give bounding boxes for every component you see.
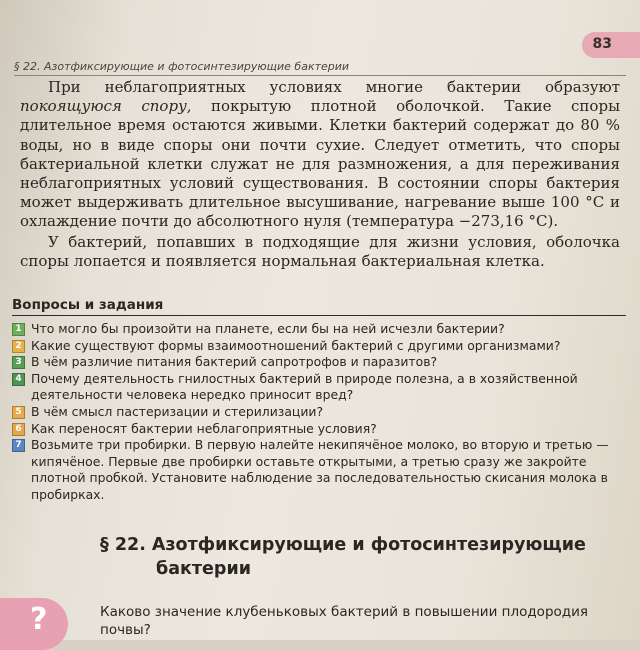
question-item bbox=[12, 321, 632, 338]
question-text: В чём смысл пастеризации и стерилизации? bbox=[31, 403, 324, 419]
question-item bbox=[12, 404, 632, 421]
section-prompt-question: Каково значение клубеньковых бактерий в повышении плодородия почвы? bbox=[100, 604, 588, 638]
question-text: Какие существуют формы взаимоотношений бактерий с другими организмами? bbox=[31, 337, 561, 353]
questions-heading: Вопросы и задания bbox=[12, 297, 626, 316]
section-number: § 22. bbox=[100, 535, 146, 555]
paragraph-1-rest: , покрытую плотной оболочкой. Такие споры длительное время остаются живыми. Клетки бактерий содержат до 80 % воды, но в виде споры они почти сухие. Следует отметить, что споры бактериальной клетки служат не для размножения, а для переживания неблагоприятных условий существования. В состоянии споры бактерия может выдерживать длительное высушивание, нагревание выше 100 °С и охлаждение почти до абсолютного нуля (температура −273,16 °С). bbox=[20, 97, 621, 231]
question-number-badge: 2 bbox=[12, 340, 25, 353]
question-number-badge: 6 bbox=[12, 423, 25, 436]
question-item bbox=[12, 354, 632, 371]
question-text: Почему деятельность гнилостных бактерий в природе полезна, а в хозяйственной деятельности человека нередко приносит вред? bbox=[31, 370, 578, 403]
paragraph-1 bbox=[20, 78, 620, 232]
question-text: Возьмите три пробирки. В первую налейте некипячёное молоко, во вторую и третью — кипячёное. Первые две пробирки оставьте открытыми, а третью сразу же закройте плотной пробкой. Установите наблюдение за последовательностью скисания молока в пробирках. bbox=[31, 437, 609, 502]
question-text: Что могло бы произойти на планете, если бы на ней исчезли бактерии? bbox=[31, 321, 505, 336]
question-item bbox=[12, 437, 632, 503]
running-header: § 22. Азотфиксирующие и фотосинтезирующие бактерии bbox=[14, 60, 626, 76]
italic-term: покоящуюся спору bbox=[20, 97, 187, 116]
questions-list bbox=[12, 321, 632, 504]
question-text: В чём различие питания бактерий сапротрофов и паразитов? bbox=[31, 354, 438, 370]
question-number-badge: 1 bbox=[12, 323, 25, 336]
question-item bbox=[12, 338, 632, 355]
question-number-badge: 4 bbox=[12, 373, 25, 386]
question-text: Как переносят бактерии неблагоприятные условия? bbox=[31, 420, 377, 436]
section-title bbox=[100, 533, 620, 581]
question-mark-glyph: ? bbox=[30, 602, 48, 637]
paragraph-1-start: При неблагоприятных условиях многие бактерии образуют bbox=[48, 78, 620, 96]
main-text bbox=[20, 78, 620, 271]
question-number-badge: 3 bbox=[12, 356, 25, 369]
paragraph-2: У бактерий, попавших в подходящие для жизни условия, оболочка споры лопается и появляется нормальная бактериальная клетка. bbox=[20, 232, 620, 270]
question-number-badge: 7 bbox=[12, 439, 25, 452]
section-title-line-2: бактерии bbox=[156, 559, 251, 579]
page-number: 83 bbox=[592, 36, 612, 52]
question-item bbox=[12, 421, 632, 438]
question-item bbox=[12, 371, 632, 404]
question-number-badge: 5 bbox=[12, 406, 25, 419]
section-title-line-1: Азотфиксирующие и фотосинтезирующие bbox=[151, 535, 586, 555]
question-mark-icon bbox=[0, 598, 68, 650]
